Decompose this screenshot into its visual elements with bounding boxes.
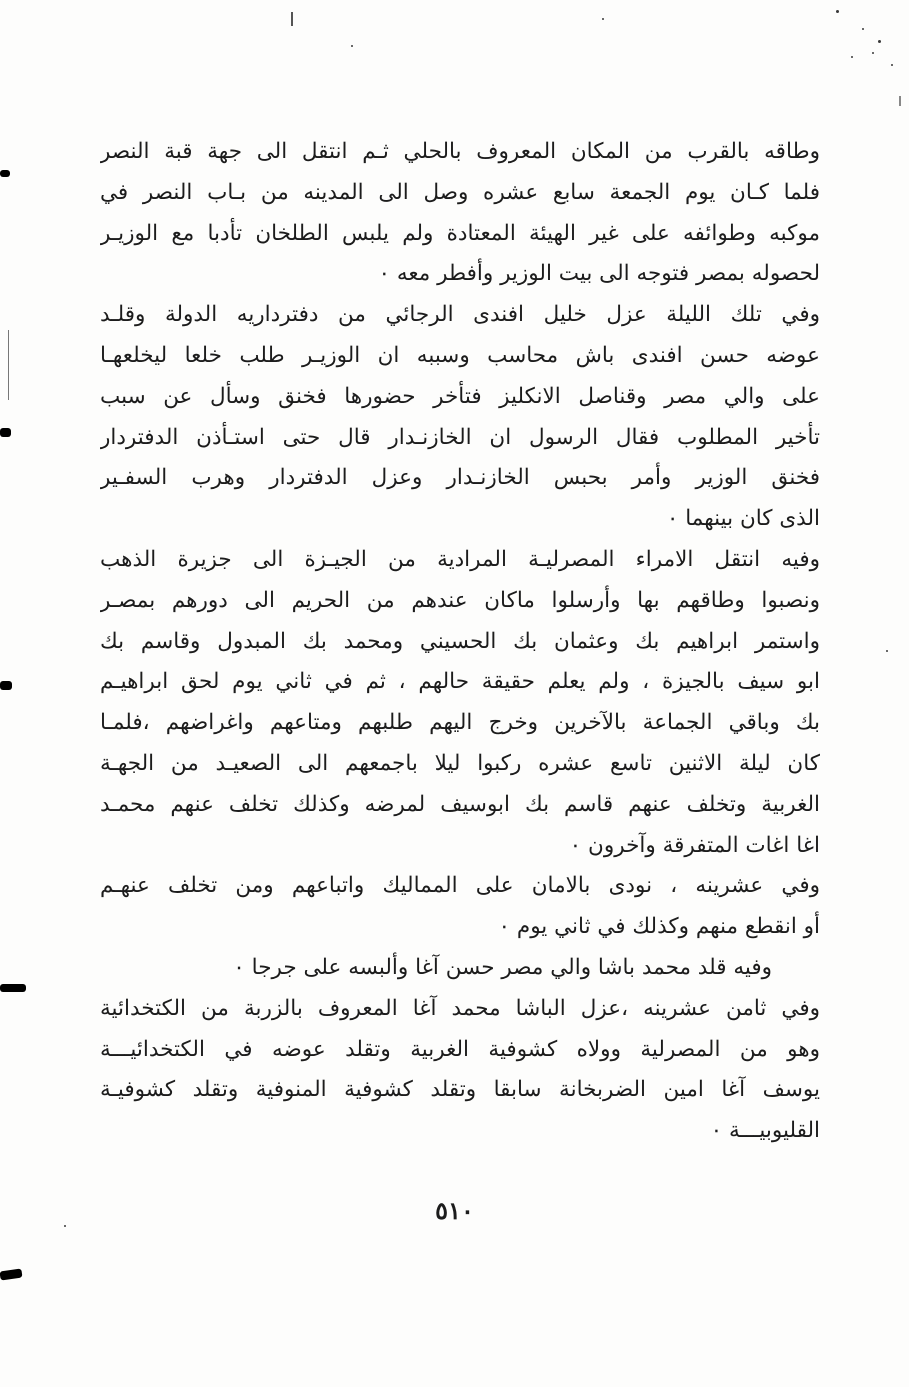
body-text — [100, 132, 820, 1152]
text-line: وفي تلك الليلة عزل خليل افندى الرجائي من دفترداريه الدولة وقلـد — [100, 302, 820, 328]
scan-speck — [851, 56, 853, 58]
text-line: وطاقه بالقرب من المكان المعروف بالحلي ثـم انتقل الى جهة قبة النصر — [100, 139, 820, 164]
scan-speck — [862, 28, 864, 30]
text-line: عوضه حسن افندى باش محاسب وسببه ان الوزيـر طلب خلعا ليخلعهـا — [100, 342, 820, 368]
scan-mark — [291, 12, 293, 26]
page-number: ٥١٠ — [435, 1196, 474, 1225]
text-line: وفي ثامن عشرينه ،عزل الباشا محمد آغا المعروف بالزربة من الكتخدائية — [100, 995, 820, 1021]
scan-mark — [0, 984, 26, 992]
scan-speck — [836, 10, 839, 13]
text-line: وفي عشرينه ، نودى بالامان على المماليك واتباعهم ومن تخلف عنهـم — [100, 873, 820, 899]
scan-speck — [351, 45, 353, 47]
text-line: فلما كـان يوم الجمعة سابع عشره وصل الى المدينه من بـاب النصر في — [100, 179, 820, 205]
text-line: أو انقطع منهم وكذلك في ثاني يوم ٠ — [498, 914, 820, 940]
text-line: ونصبوا وطاقهم بها وأرسلوا ماكان عندهم من الحريم الى دورهم بمصـر — [100, 587, 820, 613]
scan-speck — [878, 40, 881, 43]
text-line: تأخير المطلوب فقال الرسول ان الخازنـدار قال حتى استـأذن الدفتردار — [100, 424, 820, 450]
text-line: اغا اغات المتفرقة وآخرون ٠ — [569, 832, 820, 858]
text-line: وهو من المصرلية وولاه كشوفية الغربية وتقلد عوضه في الكتخدائيـــة — [100, 1036, 820, 1062]
scan-mark — [0, 428, 11, 437]
scan-mark — [899, 96, 901, 106]
text-line: لحصوله بمصر فتوجه الى بيت الوزير وأفطر معه ٠ — [378, 261, 820, 287]
text-line: يوسف آغا امين الضربخانة سابقا وتقلد كشوفية المنوفية وتقلد كشوفيـة — [100, 1077, 820, 1103]
text-line: موكبه وطوائفه على غير الهيئة المعتادة ولم يلبس الطلخان تأدبا مع الوزيـر — [100, 220, 820, 246]
scan-speck — [64, 1225, 66, 1227]
scan-speck — [872, 52, 874, 54]
text-line: واستمر ابراهيم بك وعثمان بك الحسيني ومحمد بك المبدول وقاسم بك — [100, 628, 820, 654]
text-line: وفيه قلد محمد باشا والي مصر حسن آغا وألبسه على جرجا ٠ — [233, 954, 772, 980]
scan-mark — [8, 330, 9, 400]
scan-mark — [0, 170, 10, 177]
scan-speck — [886, 650, 888, 652]
text-line: القليوبيـــة ٠ — [710, 1118, 820, 1144]
text-line: كان ليلة الاثنين تاسع عشره ركبوا ليلا باجمعهم الى الصعيـد من الجهـة — [100, 750, 820, 776]
text-line: على والي مصر وقناصل الانكليز فتأخر حضورها فخنق وسأل عن سبب — [100, 383, 820, 409]
text-line: الغربية وتخلف عنهم قاسم بك ابوسيف لمرضه وكذلك تخلف عنهم محمـد — [100, 791, 820, 817]
text-line: الذى كان بينهما ٠ — [666, 506, 820, 532]
text-line: ابو سيف بالجيزة ، ولم يعلم حقيقة حالهم ، ثم في ثاني يوم لحق ابراهيـم — [100, 669, 820, 695]
text-line: فخنق الوزير وأمر بحبس الخازنـدار وعزل الدفتردار وهرب السفـير — [100, 465, 820, 491]
scan-speck — [602, 18, 604, 20]
scan-speck — [891, 64, 893, 66]
scan-mark — [0, 681, 12, 690]
scan-mark — [0, 1269, 23, 1281]
text-line: وفيه انتقل الامراء المصرليـة المرادية من الجيـزة الى جزيرة الذهب — [100, 546, 820, 572]
text-line: بك وباقي الجماعة بالآخرين وخرج اليهم طلبهم ومتاعهم واغراضهم ،فلمـا — [100, 710, 820, 736]
